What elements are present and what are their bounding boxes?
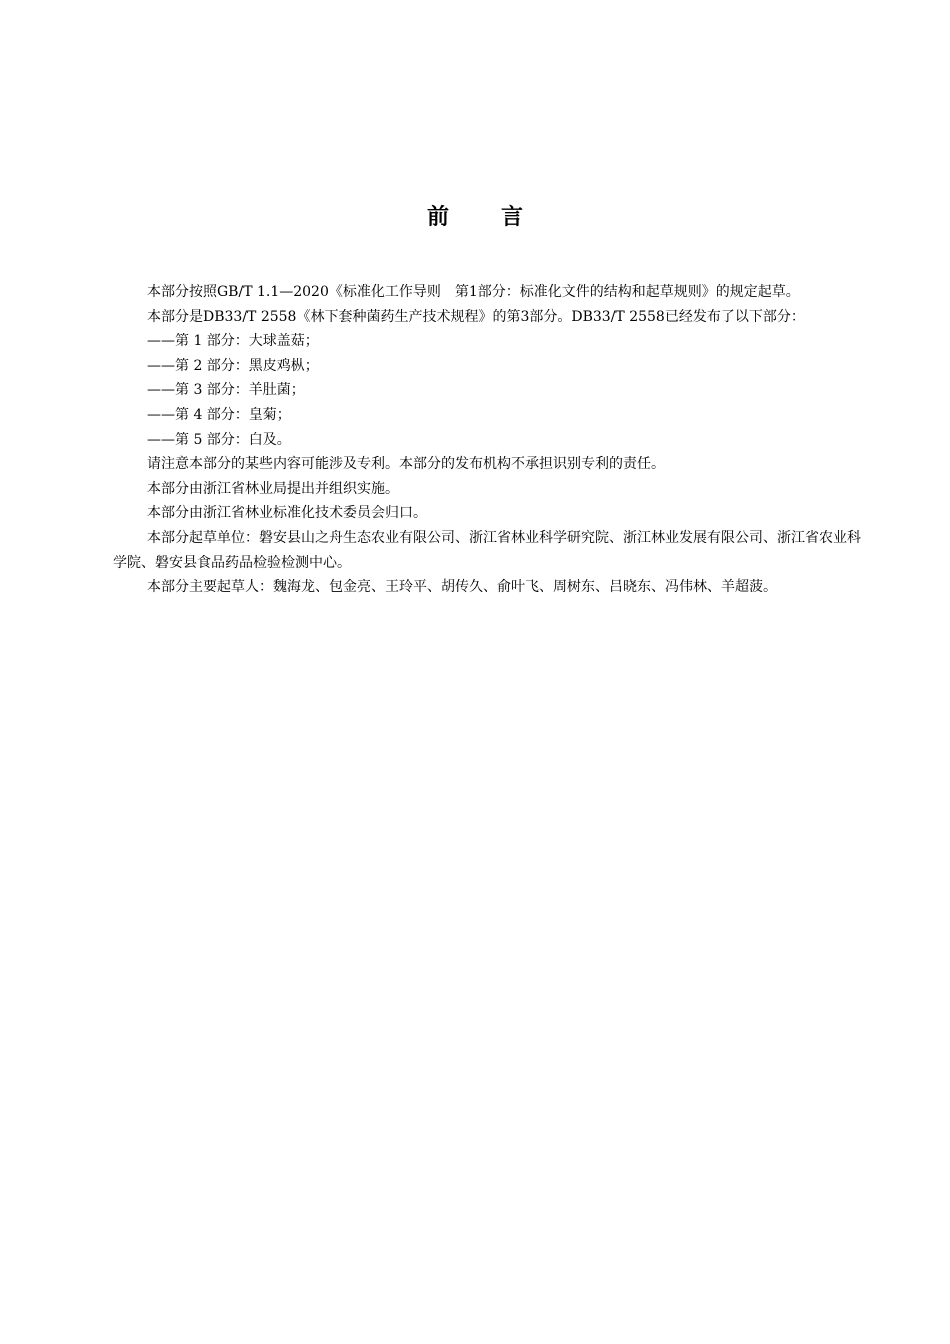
paragraph-patent-notice: 请注意本部分的某些内容可能涉及专利。本部分的发布机构不承担识别专利的责任。: [147, 456, 665, 473]
list-item-part-2: ——第 2 部分：黑皮鸡枞；: [147, 357, 319, 374]
paragraph-drafters: 本部分主要起草人：魏海龙、包金亮、王玲平、胡传久、俞叶飞、周树东、吕晓东、冯伟林、羊超菠。: [147, 579, 777, 596]
page-title: [0, 200, 950, 236]
list-item-part-4: ——第 4 部分：皇菊；: [147, 406, 291, 423]
title-char-1: 前: [426, 205, 449, 230]
list-item-part-5: ——第 5 部分：白及。: [147, 431, 291, 448]
paragraph-drafting-units: 本部分起草单位：磐安县山之舟生态农业有限公司、浙江省林业科学研究院、浙江林业发展有限公司、浙江省农业科学院、磐安县食品药品检验检测中心。: [113, 529, 861, 571]
title-char-2: 言: [501, 205, 524, 230]
paragraph-centralized-by: 本部分由浙江省林业标准化技术委员会归口。: [147, 505, 427, 522]
list-item-part-1: ——第 1 部分：大球盖菇；: [147, 333, 319, 350]
foreword-body: [113, 280, 861, 600]
paragraph-proposed-by: 本部分由浙江省林业局提出并组织实施。: [147, 480, 399, 497]
paragraph-drafting-rules: 本部分按照GB/T 1.1—2020《标准化工作导则 第1部分：标准化文件的结构和起草规则》的规定起草。: [147, 284, 800, 300]
list-item-part-3: ——第 3 部分：羊肚菌；: [147, 382, 305, 399]
paragraph-part-statement: 本部分是DB33/T 2558《林下套种菌药生产技术规程》的第3部分。DB33/T 2558已经发布了以下部分：: [147, 308, 805, 325]
